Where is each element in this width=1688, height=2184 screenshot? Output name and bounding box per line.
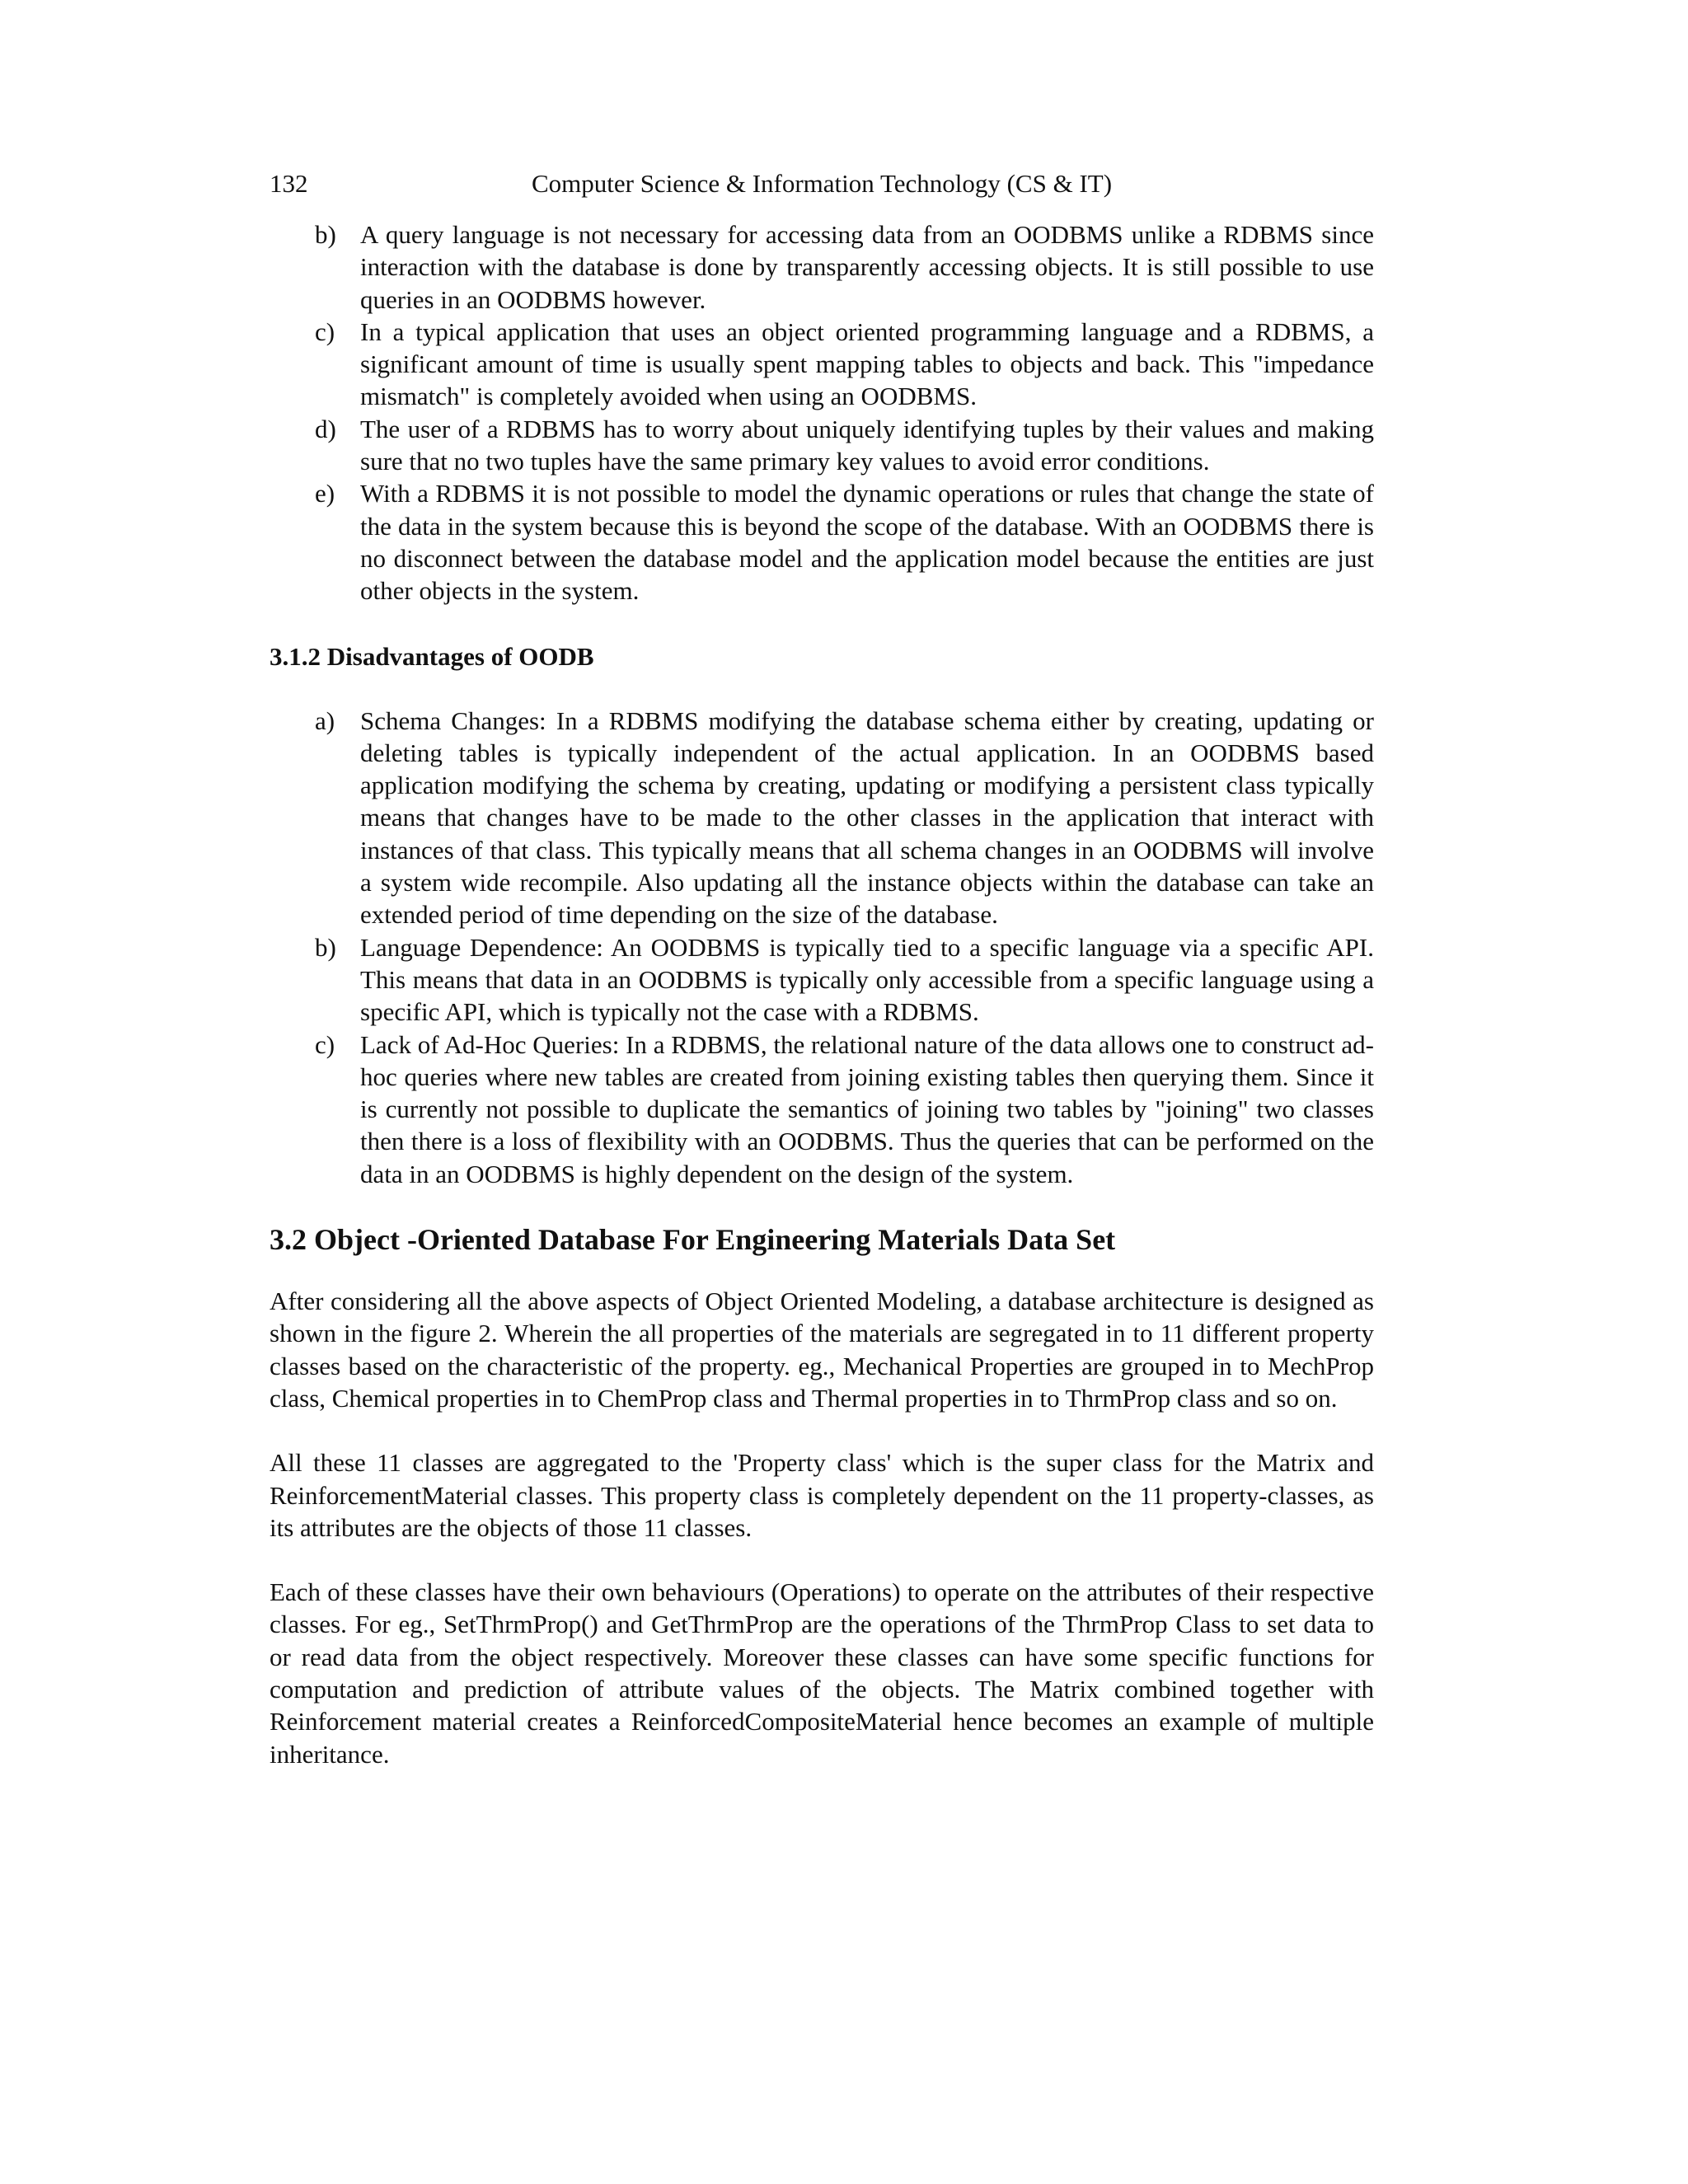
- list-item-text: A query language is not necessary for accessing data from an OODBMS unlike a RDBMS since interaction with the database is done by transparently accessing objects. It is still possible to use queries in an OODBMS however.: [360, 220, 1374, 314]
- subsection-heading-disadvantages: 3.1.2 Disadvantages of OODB: [270, 641, 594, 671]
- list-item-text: In a typical application that uses an object oriented programming language and a RDBMS, a significant amount of time is usually spent mapping tables to objects and back. This "impedance mismatch" is completely avoided when using an OODBMS.: [360, 316, 1374, 411]
- list-item-text: Language Dependence: An OODBMS is typically tied to a specific language via a specific API. This means that data in an OODBMS is typically only accessible from a specific language using a specific API, which is typically not the case with a RDBMS.: [360, 932, 1374, 1027]
- body-paragraph: Each of these classes have their own behaviours (Operations) to operate on the attributes of their respective classes. For eg., SetThrmProp() and GetThrmProp are the operations of the ThrmProp Class to set data to or read data from the object respectively. Moreover these classes can have some specific functions for computation and prediction of attribute values of the objects. The Matrix combined together with Reinforcement material creates a ReinforcedCompositeMaterial hence becomes an example of multiple inheritance.: [270, 1577, 1374, 1769]
- list-item: [270, 477, 1374, 607]
- page-header: [270, 167, 1374, 200]
- list-item: [270, 413, 1374, 478]
- list-item: [270, 316, 1374, 413]
- advantages-list: [270, 218, 1374, 607]
- list-item-text: The user of a RDBMS has to worry about uniquely identifying tuples by their values and making sure that no two tuples have the same primary key values to avoid error conditions.: [360, 414, 1374, 476]
- list-marker: c): [315, 1029, 335, 1059]
- list-marker: e): [315, 479, 335, 509]
- list-marker: b): [315, 932, 336, 962]
- list-item: [270, 705, 1374, 931]
- list-item: [270, 218, 1374, 316]
- list-marker: d): [315, 414, 336, 443]
- list-marker: b): [315, 220, 336, 249]
- list-marker: a): [315, 705, 335, 735]
- body-paragraph: All these 11 classes are aggregated to the 'Property class' which is the super class for the Matrix and ReinforcementMaterial classes. This property class is completely dependent on the 11 property-classes, as its attributes are the objects of those 11 classes.: [270, 1448, 1374, 1542]
- disadvantages-list: [270, 705, 1374, 1190]
- list-marker: c): [315, 316, 335, 346]
- list-item-text: Lack of Ad-Hoc Queries: In a RDBMS, the relational nature of the data allows one to construct ad-hoc queries where new tables are created from joining existing tables then querying them. Since it is currently not possible to duplicate the semantics of joining two tables by "joining" two classes then there is a loss of flexibility with an OODBMS. Thus the queries that can be performed on the data in an OODBMS is highly dependent on the design of the system.: [360, 1029, 1374, 1188]
- page-content: [270, 218, 1374, 1802]
- list-item-text: Schema Changes: In a RDBMS modifying the database schema either by creating, updating or deleting tables is typically independent of the actual application. In an OODBMS based application modifying the schema by creating, updating or modifying a persistent class typically means that changes have to be made to the other classes in the application that interact with instances of that class. This typically means that all schema changes in an OODBMS will involve a system wide recompile. Also updating all the instance objects within the database can take an extended period of time depending on the size of the database.: [360, 705, 1374, 930]
- body-paragraph: After considering all the above aspects of Object Oriented Modeling, a database architecture is designed as shown in the figure 2. Wherein the all properties of the materials are segregated in to 11 different property classes based on the characteristic of the property. eg., Mechanical Properties are grouped in to MechProp class, Chemical properties in to ChemProp class and Thermal properties in to ThrmProp class and so on.: [270, 1286, 1374, 1413]
- page-number: 132: [270, 169, 308, 198]
- list-item: [270, 1029, 1374, 1190]
- running-title: Computer Science & Information Technology (CS & IT): [531, 169, 1113, 198]
- section-heading-3-2: 3.2 Object -Oriented Database For Engineering Materials Data Set: [270, 1223, 1116, 1257]
- list-item: [270, 931, 1374, 1029]
- list-item-text: With a RDBMS it is not possible to model the dynamic operations or rules that change the state of the data in the system because this is beyond the scope of the database. With an OODBMS there is no disconnect between the database model and the application model because the entities are just other objects in the system.: [360, 479, 1374, 606]
